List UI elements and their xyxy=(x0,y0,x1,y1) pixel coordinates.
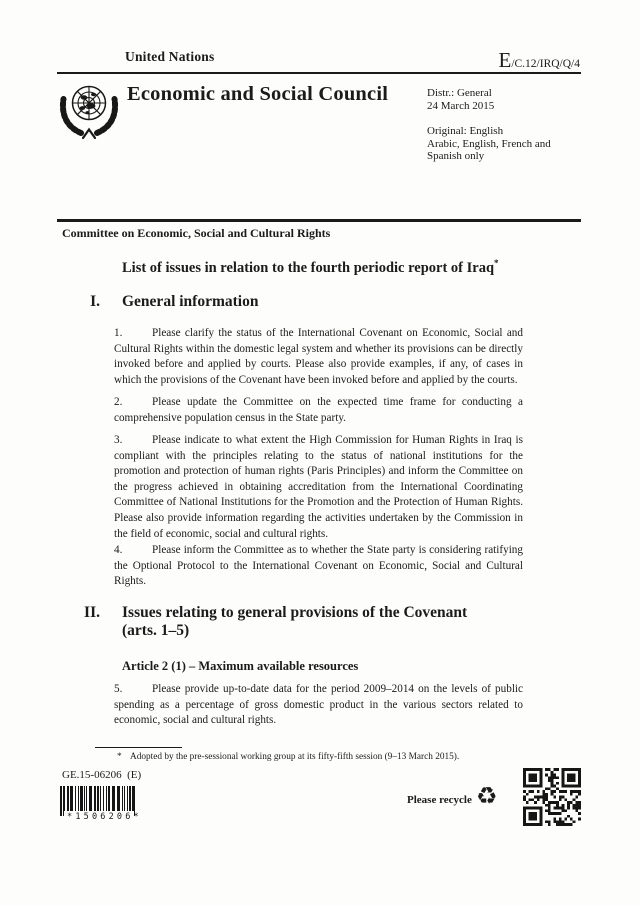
paragraph-3-text: Please indicate to what extent the High Commission for Human Rights in Iraq is compliant with the principles relating to the status of national institutions for the promotion and protection of human rights (Paris Principles) and inform the Committee on the progress achieved in obtaining accreditation from the International Coordinating Committee of National Institutions for the Promotion and the Protection of Human Rights. Please also provide information regarding the activities undertaken by the Commission in the field of economic, social and cultural rights. xyxy=(114,434,523,540)
document-title: List of issues in relation to the fourth periodic report of Iraq* xyxy=(122,258,499,276)
distribution-info xyxy=(427,87,577,163)
paragraph-2-number: 2. xyxy=(114,396,123,408)
section-2-heading: Issues relating to general provisions of the Covenant (arts. 1–5) xyxy=(122,604,468,639)
section-1-heading: General information xyxy=(122,293,259,310)
article-2-subheading: Article 2 (1) – Maximum available resources xyxy=(122,659,359,673)
paragraph-3 xyxy=(114,433,523,542)
un-emblem-icon xyxy=(58,78,120,149)
document-symbol-suffix: /C.12/IRQ/Q/4 xyxy=(511,58,580,70)
please-recycle xyxy=(407,782,498,812)
document-symbol xyxy=(498,50,580,72)
footnote-marker: * xyxy=(117,752,122,762)
footnote-text: Adopted by the pre-sessional working group at its fifty-fifth session (9–13 March 2015). xyxy=(130,752,460,762)
council-title: Economic and Social Council xyxy=(127,83,389,105)
paragraph-4 xyxy=(114,543,523,590)
header-rule-thin xyxy=(57,72,581,74)
paragraph-5 xyxy=(114,682,523,729)
barcode-text: *1506206* xyxy=(64,811,134,822)
paragraph-5-number: 5. xyxy=(114,683,123,695)
paragraph-5-text: Please provide up-to-date data for the period 2009–2014 on the levels of public spending as a percentage of gross domestic product in the various sectors related to economic, social and cultural rights. xyxy=(114,683,523,727)
recycle-label: Please recycle xyxy=(407,794,472,806)
paragraph-2-text: Please update the Committee on the expected time frame for conducting a comprehensive population census in the State party. xyxy=(114,396,523,424)
section-2-numeral: II. xyxy=(84,604,100,621)
paragraph-1-number: 1. xyxy=(114,327,123,339)
committee-name: Committee on Economic, Social and Cultural Rights xyxy=(62,226,331,240)
available-languages: Arabic, English, French and Spanish only xyxy=(427,137,551,162)
document-date: 24 March 2015 xyxy=(427,99,495,112)
title-footnote-marker: * xyxy=(494,258,499,268)
paragraph-4-text: Please inform the Committee as to whether the State party is considering ratifying the Optional Protocol to the International Covenant on Economic, Social and Cultural Rights. xyxy=(114,544,523,588)
paragraph-2 xyxy=(114,395,523,426)
paragraph-1 xyxy=(114,326,523,388)
qr-code-icon xyxy=(523,768,581,826)
barcode xyxy=(60,786,142,822)
header-rule-thick xyxy=(57,219,581,222)
recycle-icon: ♻ xyxy=(475,782,498,810)
ge-number: GE.15-06206 (E) xyxy=(62,769,142,781)
paragraph-4-number: 4. xyxy=(114,544,123,556)
paragraph-3-number: 3. xyxy=(114,434,123,446)
section-1-numeral: I. xyxy=(90,293,100,310)
org-name: United Nations xyxy=(125,49,215,64)
document-symbol-prefix: E xyxy=(498,48,512,72)
paragraph-1-text: Please clarify the status of the International Covenant on Economic, Social and Cultural Rights within the domestic legal system and whether its provisions can be directly invoked before and applied by courts. Please also provide examples, if any, of cases in which the provisions of the Covenant have been invoked before and applied by the courts. xyxy=(114,327,523,386)
footnote-rule xyxy=(95,747,182,748)
original-language: Original: English xyxy=(427,125,504,137)
footnote xyxy=(114,751,544,763)
distribution-line: Distr.: General xyxy=(427,87,492,99)
